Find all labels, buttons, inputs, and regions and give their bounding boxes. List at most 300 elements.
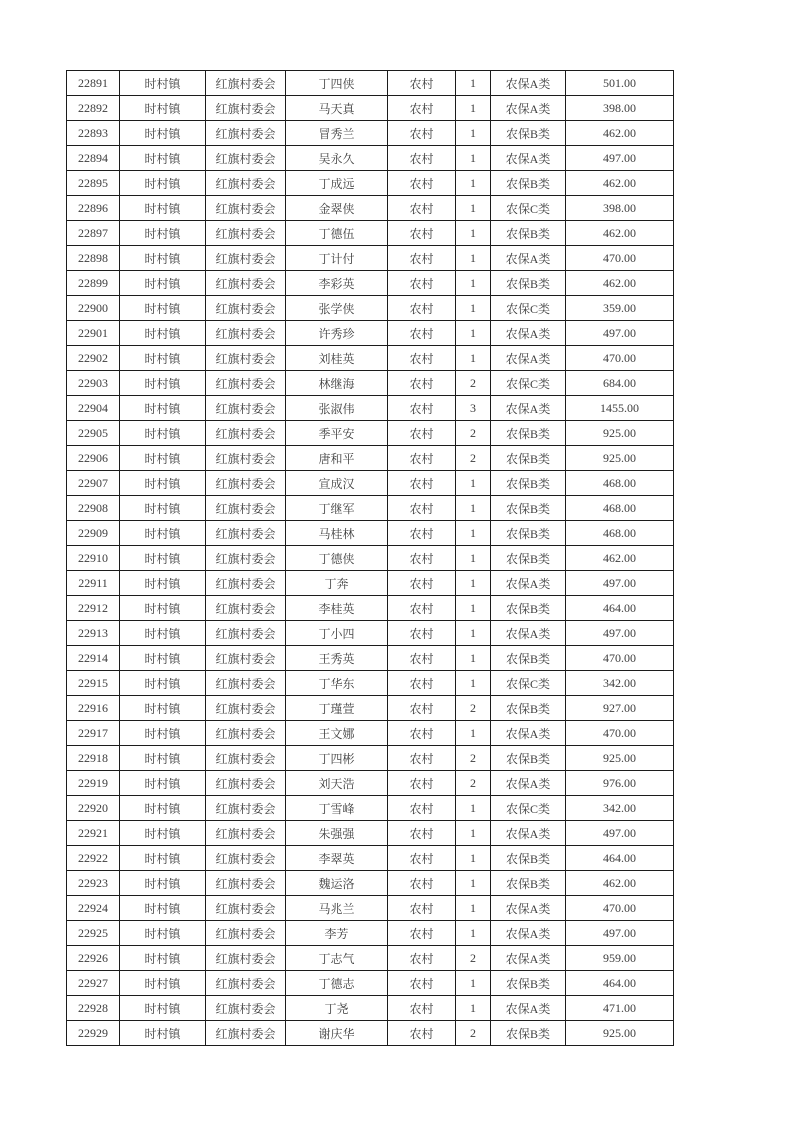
cell-serial-number: 22895 [67, 171, 120, 196]
cell-insurance-category: 农保A类 [491, 396, 566, 421]
cell-person-count: 2 [456, 771, 491, 796]
cell-town: 时村镇 [120, 246, 206, 271]
cell-residence-type: 农村 [388, 346, 456, 371]
cell-residence-type: 农村 [388, 696, 456, 721]
cell-person-count: 1 [456, 546, 491, 571]
cell-person-name: 刘桂英 [286, 346, 388, 371]
cell-insurance-category: 农保C类 [491, 796, 566, 821]
cell-insurance-category: 农保C类 [491, 296, 566, 321]
cell-residence-type: 农村 [388, 871, 456, 896]
cell-person-name: 吴永久 [286, 146, 388, 171]
cell-person-count: 1 [456, 221, 491, 246]
table-row [67, 571, 674, 596]
table-row [67, 896, 674, 921]
cell-insurance-category: 农保B类 [491, 271, 566, 296]
cell-residence-type: 农村 [388, 171, 456, 196]
cell-village-committee: 红旗村委会 [206, 321, 286, 346]
cell-insurance-category: 农保A类 [491, 621, 566, 646]
cell-insurance-category: 农保B类 [491, 471, 566, 496]
cell-residence-type: 农村 [388, 446, 456, 471]
cell-insurance-category: 农保A类 [491, 346, 566, 371]
cell-town: 时村镇 [120, 321, 206, 346]
cell-town: 时村镇 [120, 496, 206, 521]
table-body [67, 71, 674, 1046]
cell-town: 时村镇 [120, 571, 206, 596]
cell-amount: 497.00 [566, 146, 674, 171]
cell-residence-type: 农村 [388, 821, 456, 846]
cell-town: 时村镇 [120, 346, 206, 371]
cell-town: 时村镇 [120, 896, 206, 921]
table-row [67, 496, 674, 521]
cell-serial-number: 22902 [67, 346, 120, 371]
cell-person-count: 1 [456, 571, 491, 596]
cell-residence-type: 农村 [388, 271, 456, 296]
cell-insurance-category: 农保A类 [491, 571, 566, 596]
cell-village-committee: 红旗村委会 [206, 671, 286, 696]
cell-person-name: 李翠英 [286, 846, 388, 871]
cell-serial-number: 22917 [67, 721, 120, 746]
cell-insurance-category: 农保B类 [491, 596, 566, 621]
cell-residence-type: 农村 [388, 321, 456, 346]
cell-village-committee: 红旗村委会 [206, 71, 286, 96]
cell-amount: 497.00 [566, 921, 674, 946]
cell-person-name: 王文娜 [286, 721, 388, 746]
cell-person-name: 马桂林 [286, 521, 388, 546]
cell-serial-number: 22922 [67, 846, 120, 871]
cell-serial-number: 22915 [67, 671, 120, 696]
cell-person-count: 1 [456, 146, 491, 171]
cell-insurance-category: 农保A类 [491, 771, 566, 796]
table-row [67, 321, 674, 346]
cell-person-count: 1 [456, 671, 491, 696]
cell-person-count: 2 [456, 746, 491, 771]
cell-residence-type: 农村 [388, 221, 456, 246]
cell-serial-number: 22911 [67, 571, 120, 596]
cell-residence-type: 农村 [388, 971, 456, 996]
cell-town: 时村镇 [120, 71, 206, 96]
cell-residence-type: 农村 [388, 721, 456, 746]
table-row [67, 196, 674, 221]
cell-town: 时村镇 [120, 521, 206, 546]
cell-insurance-category: 农保C类 [491, 671, 566, 696]
cell-serial-number: 22925 [67, 921, 120, 946]
cell-town: 时村镇 [120, 671, 206, 696]
cell-insurance-category: 农保B类 [491, 646, 566, 671]
cell-insurance-category: 农保A类 [491, 96, 566, 121]
cell-amount: 925.00 [566, 746, 674, 771]
cell-amount: 470.00 [566, 346, 674, 371]
cell-insurance-category: 农保A类 [491, 146, 566, 171]
cell-town: 时村镇 [120, 396, 206, 421]
table-row [67, 921, 674, 946]
table-row [67, 221, 674, 246]
cell-village-committee: 红旗村委会 [206, 596, 286, 621]
cell-village-committee: 红旗村委会 [206, 246, 286, 271]
cell-village-committee: 红旗村委会 [206, 196, 286, 221]
cell-town: 时村镇 [120, 146, 206, 171]
cell-insurance-category: 农保A类 [491, 821, 566, 846]
cell-town: 时村镇 [120, 696, 206, 721]
cell-person-name: 李桂英 [286, 596, 388, 621]
cell-person-name: 丁德伍 [286, 221, 388, 246]
cell-person-count: 1 [456, 971, 491, 996]
cell-insurance-category: 农保A类 [491, 946, 566, 971]
cell-village-committee: 红旗村委会 [206, 421, 286, 446]
cell-serial-number: 22901 [67, 321, 120, 346]
cell-serial-number: 22903 [67, 371, 120, 396]
cell-town: 时村镇 [120, 1021, 206, 1046]
table-row [67, 121, 674, 146]
cell-insurance-category: 农保A类 [491, 71, 566, 96]
table-row [67, 296, 674, 321]
cell-residence-type: 农村 [388, 96, 456, 121]
cell-village-committee: 红旗村委会 [206, 1021, 286, 1046]
table-row [67, 796, 674, 821]
cell-person-count: 1 [456, 71, 491, 96]
cell-person-name: 林继海 [286, 371, 388, 396]
cell-town: 时村镇 [120, 196, 206, 221]
cell-person-count: 1 [456, 271, 491, 296]
table-row [67, 346, 674, 371]
cell-village-committee: 红旗村委会 [206, 171, 286, 196]
cell-insurance-category: 农保B类 [491, 846, 566, 871]
cell-person-count: 1 [456, 96, 491, 121]
cell-village-committee: 红旗村委会 [206, 346, 286, 371]
table-row [67, 146, 674, 171]
cell-town: 时村镇 [120, 121, 206, 146]
cell-person-name: 丁华东 [286, 671, 388, 696]
cell-person-name: 丁四彬 [286, 746, 388, 771]
cell-amount: 684.00 [566, 371, 674, 396]
cell-serial-number: 22912 [67, 596, 120, 621]
cell-town: 时村镇 [120, 471, 206, 496]
table-row [67, 946, 674, 971]
cell-amount: 468.00 [566, 471, 674, 496]
cell-person-name: 谢庆华 [286, 1021, 388, 1046]
cell-person-name: 马兆兰 [286, 896, 388, 921]
cell-amount: 959.00 [566, 946, 674, 971]
cell-village-committee: 红旗村委会 [206, 521, 286, 546]
cell-serial-number: 22908 [67, 496, 120, 521]
cell-person-count: 1 [456, 996, 491, 1021]
cell-residence-type: 农村 [388, 196, 456, 221]
cell-person-name: 季平安 [286, 421, 388, 446]
cell-person-name: 张淑伟 [286, 396, 388, 421]
cell-village-committee: 红旗村委会 [206, 821, 286, 846]
cell-village-committee: 红旗村委会 [206, 271, 286, 296]
cell-residence-type: 农村 [388, 396, 456, 421]
cell-person-name: 朱强强 [286, 821, 388, 846]
cell-town: 时村镇 [120, 971, 206, 996]
cell-person-name: 丁尧 [286, 996, 388, 1021]
cell-person-name: 宣成汉 [286, 471, 388, 496]
cell-amount: 462.00 [566, 221, 674, 246]
table-row [67, 171, 674, 196]
cell-person-count: 1 [456, 871, 491, 896]
cell-serial-number: 22918 [67, 746, 120, 771]
cell-person-name: 丁计付 [286, 246, 388, 271]
cell-person-name: 王秀英 [286, 646, 388, 671]
cell-residence-type: 农村 [388, 371, 456, 396]
table-row [67, 421, 674, 446]
cell-person-name: 唐和平 [286, 446, 388, 471]
cell-person-count: 1 [456, 896, 491, 921]
cell-amount: 497.00 [566, 621, 674, 646]
cell-village-committee: 红旗村委会 [206, 121, 286, 146]
cell-amount: 462.00 [566, 121, 674, 146]
cell-serial-number: 22926 [67, 946, 120, 971]
table-row [67, 696, 674, 721]
cell-person-name: 丁继军 [286, 496, 388, 521]
cell-insurance-category: 农保B类 [491, 871, 566, 896]
cell-serial-number: 22929 [67, 1021, 120, 1046]
cell-amount: 471.00 [566, 996, 674, 1021]
cell-serial-number: 22893 [67, 121, 120, 146]
cell-residence-type: 农村 [388, 571, 456, 596]
table-row [67, 521, 674, 546]
table-row [67, 446, 674, 471]
cell-amount: 462.00 [566, 546, 674, 571]
cell-person-name: 丁四侠 [286, 71, 388, 96]
cell-amount: 398.00 [566, 96, 674, 121]
cell-town: 时村镇 [120, 96, 206, 121]
table-row [67, 996, 674, 1021]
table-row [67, 971, 674, 996]
table-row [67, 871, 674, 896]
cell-residence-type: 农村 [388, 796, 456, 821]
cell-insurance-category: 农保A类 [491, 921, 566, 946]
cell-residence-type: 农村 [388, 1021, 456, 1046]
cell-person-name: 李彩英 [286, 271, 388, 296]
table-row [67, 671, 674, 696]
cell-insurance-category: 农保C类 [491, 371, 566, 396]
cell-serial-number: 22905 [67, 421, 120, 446]
cell-town: 时村镇 [120, 996, 206, 1021]
cell-person-count: 1 [456, 296, 491, 321]
cell-town: 时村镇 [120, 821, 206, 846]
cell-amount: 470.00 [566, 896, 674, 921]
cell-residence-type: 农村 [388, 596, 456, 621]
cell-person-name: 丁志气 [286, 946, 388, 971]
cell-village-committee: 红旗村委会 [206, 946, 286, 971]
cell-serial-number: 22898 [67, 246, 120, 271]
cell-amount: 497.00 [566, 821, 674, 846]
table-row [67, 71, 674, 96]
cell-town: 时村镇 [120, 596, 206, 621]
cell-serial-number: 22899 [67, 271, 120, 296]
cell-amount: 925.00 [566, 1021, 674, 1046]
cell-town: 时村镇 [120, 871, 206, 896]
cell-residence-type: 农村 [388, 296, 456, 321]
cell-residence-type: 农村 [388, 746, 456, 771]
cell-person-name: 张学侠 [286, 296, 388, 321]
cell-residence-type: 农村 [388, 671, 456, 696]
cell-person-name: 丁瑾萱 [286, 696, 388, 721]
cell-insurance-category: 农保B类 [491, 521, 566, 546]
cell-person-count: 1 [456, 521, 491, 546]
cell-village-committee: 红旗村委会 [206, 221, 286, 246]
cell-town: 时村镇 [120, 646, 206, 671]
cell-village-committee: 红旗村委会 [206, 896, 286, 921]
table-row [67, 621, 674, 646]
cell-serial-number: 22910 [67, 546, 120, 571]
cell-person-count: 1 [456, 596, 491, 621]
cell-residence-type: 农村 [388, 946, 456, 971]
cell-residence-type: 农村 [388, 121, 456, 146]
cell-amount: 462.00 [566, 171, 674, 196]
cell-village-committee: 红旗村委会 [206, 646, 286, 671]
cell-serial-number: 22919 [67, 771, 120, 796]
table-row [67, 471, 674, 496]
cell-insurance-category: 农保A类 [491, 996, 566, 1021]
cell-person-count: 1 [456, 496, 491, 521]
cell-serial-number: 22913 [67, 621, 120, 646]
cell-person-name: 刘天浩 [286, 771, 388, 796]
cell-person-count: 1 [456, 346, 491, 371]
cell-town: 时村镇 [120, 271, 206, 296]
table-row [67, 821, 674, 846]
cell-residence-type: 农村 [388, 646, 456, 671]
cell-person-name: 李芳 [286, 921, 388, 946]
cell-serial-number: 22921 [67, 821, 120, 846]
cell-insurance-category: 农保B类 [491, 696, 566, 721]
cell-residence-type: 农村 [388, 621, 456, 646]
table-row [67, 396, 674, 421]
cell-amount: 464.00 [566, 596, 674, 621]
cell-village-committee: 红旗村委会 [206, 571, 286, 596]
cell-serial-number: 22891 [67, 71, 120, 96]
table-row [67, 1021, 674, 1046]
cell-insurance-category: 农保A类 [491, 896, 566, 921]
cell-village-committee: 红旗村委会 [206, 471, 286, 496]
table-row [67, 846, 674, 871]
cell-residence-type: 农村 [388, 496, 456, 521]
cell-insurance-category: 农保B类 [491, 746, 566, 771]
cell-village-committee: 红旗村委会 [206, 621, 286, 646]
cell-town: 时村镇 [120, 221, 206, 246]
cell-amount: 976.00 [566, 771, 674, 796]
cell-person-name: 马天真 [286, 96, 388, 121]
cell-village-committee: 红旗村委会 [206, 446, 286, 471]
table-row [67, 246, 674, 271]
cell-village-committee: 红旗村委会 [206, 846, 286, 871]
cell-town: 时村镇 [120, 846, 206, 871]
cell-insurance-category: 农保B类 [491, 446, 566, 471]
cell-residence-type: 农村 [388, 921, 456, 946]
cell-town: 时村镇 [120, 746, 206, 771]
cell-person-count: 1 [456, 246, 491, 271]
cell-insurance-category: 农保B类 [491, 546, 566, 571]
cell-person-count: 2 [456, 1021, 491, 1046]
cell-serial-number: 22916 [67, 696, 120, 721]
cell-insurance-category: 农保B类 [491, 421, 566, 446]
table-row [67, 771, 674, 796]
cell-person-count: 1 [456, 196, 491, 221]
cell-insurance-category: 农保A类 [491, 321, 566, 346]
cell-amount: 464.00 [566, 971, 674, 996]
cell-person-count: 1 [456, 646, 491, 671]
cell-person-name: 丁雪峰 [286, 796, 388, 821]
cell-town: 时村镇 [120, 771, 206, 796]
cell-residence-type: 农村 [388, 146, 456, 171]
cell-insurance-category: 农保B类 [491, 221, 566, 246]
cell-serial-number: 22909 [67, 521, 120, 546]
cell-person-count: 2 [456, 696, 491, 721]
cell-serial-number: 22907 [67, 471, 120, 496]
cell-person-count: 1 [456, 796, 491, 821]
cell-serial-number: 22924 [67, 896, 120, 921]
cell-village-committee: 红旗村委会 [206, 546, 286, 571]
cell-person-count: 2 [456, 446, 491, 471]
cell-person-count: 3 [456, 396, 491, 421]
cell-residence-type: 农村 [388, 546, 456, 571]
cell-amount: 359.00 [566, 296, 674, 321]
cell-village-committee: 红旗村委会 [206, 296, 286, 321]
cell-person-name: 冒秀兰 [286, 121, 388, 146]
table-row [67, 746, 674, 771]
cell-serial-number: 22892 [67, 96, 120, 121]
cell-insurance-category: 农保B类 [491, 496, 566, 521]
cell-person-count: 1 [456, 721, 491, 746]
cell-person-name: 丁奔 [286, 571, 388, 596]
cell-insurance-category: 农保B类 [491, 971, 566, 996]
cell-town: 时村镇 [120, 796, 206, 821]
cell-serial-number: 22906 [67, 446, 120, 471]
cell-village-committee: 红旗村委会 [206, 871, 286, 896]
table-row [67, 721, 674, 746]
cell-serial-number: 22896 [67, 196, 120, 221]
cell-amount: 470.00 [566, 721, 674, 746]
cell-residence-type: 农村 [388, 421, 456, 446]
cell-person-count: 1 [456, 846, 491, 871]
cell-amount: 462.00 [566, 271, 674, 296]
cell-village-committee: 红旗村委会 [206, 696, 286, 721]
table-row [67, 371, 674, 396]
cell-serial-number: 22923 [67, 871, 120, 896]
cell-village-committee: 红旗村委会 [206, 971, 286, 996]
cell-serial-number: 22900 [67, 296, 120, 321]
cell-residence-type: 农村 [388, 71, 456, 96]
cell-village-committee: 红旗村委会 [206, 796, 286, 821]
cell-person-count: 1 [456, 621, 491, 646]
cell-village-committee: 红旗村委会 [206, 96, 286, 121]
cell-person-name: 许秀珍 [286, 321, 388, 346]
cell-amount: 342.00 [566, 671, 674, 696]
cell-insurance-category: 农保B类 [491, 121, 566, 146]
cell-amount: 927.00 [566, 696, 674, 721]
cell-insurance-category: 农保A类 [491, 721, 566, 746]
cell-person-count: 1 [456, 171, 491, 196]
cell-person-count: 1 [456, 921, 491, 946]
cell-town: 时村镇 [120, 296, 206, 321]
cell-town: 时村镇 [120, 171, 206, 196]
cell-serial-number: 22927 [67, 971, 120, 996]
cell-village-committee: 红旗村委会 [206, 496, 286, 521]
cell-amount: 468.00 [566, 496, 674, 521]
cell-town: 时村镇 [120, 621, 206, 646]
cell-insurance-category: 农保B类 [491, 171, 566, 196]
cell-serial-number: 22897 [67, 221, 120, 246]
cell-amount: 497.00 [566, 571, 674, 596]
cell-amount: 470.00 [566, 646, 674, 671]
cell-town: 时村镇 [120, 921, 206, 946]
cell-amount: 501.00 [566, 71, 674, 96]
cell-residence-type: 农村 [388, 896, 456, 921]
cell-amount: 464.00 [566, 846, 674, 871]
cell-serial-number: 22920 [67, 796, 120, 821]
cell-village-committee: 红旗村委会 [206, 921, 286, 946]
cell-town: 时村镇 [120, 946, 206, 971]
